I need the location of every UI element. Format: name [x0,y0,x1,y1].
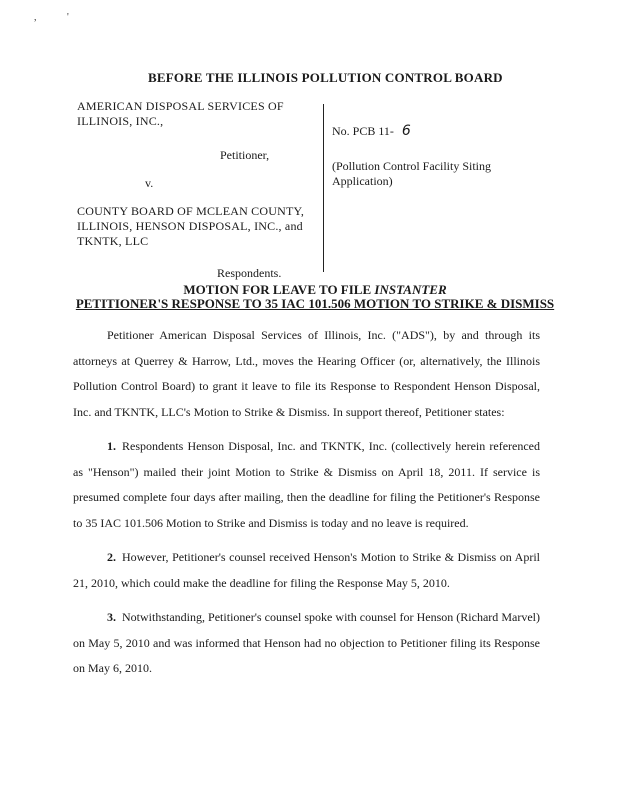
numbered-paragraph-1 [73,434,540,536]
petitioner-role: Petitioner, [220,148,270,162]
paragraph-text: Notwithstanding, Petitioner's counsel spoke with counsel for Henson (Richard Marvel) on May 5, 2010 and was informed that Henson had no objection to Petitioner filing its Response on May 6, 2010. [73,610,540,675]
docket-label: No. PCB 11- [332,124,394,138]
docket-handwritten-number: 6 [401,123,411,139]
application-type: (Pollution Control Facility Siting Application) [332,159,492,188]
numbered-paragraph-3 [73,605,540,682]
versus-label: v. [145,176,154,190]
intro-paragraph: Petitioner American Disposal Services of Illinois, Inc. ("ADS"), by and through its attorneys at Querrey & Harrow, Ltd., moves the Hearing Officer (or, alternatively, the Illinois Pollution Control Board) to grant it leave to file its Response to Respondent Henson Disposal, Inc. and TKNTK, LLC's Motion to Strike & Dismiss. In support thereof, Petitioner states: [73,328,540,419]
case-caption-parties [77,99,322,281]
motion-title-instanter: INSTANTER [374,282,447,297]
respondent-names: COUNTY BOARD OF MCLEAN COUNTY, ILLINOIS, HENSON DISPOSAL, INC., and TKNTK, LLC [77,204,305,248]
caption-divider [323,104,324,272]
paragraph-number: 2. [107,550,116,564]
motion-title-line-1 [70,283,560,297]
docket-number [332,124,522,139]
paragraph-number: 3. [107,610,116,624]
petitioner-name: AMERICAN DISPOSAL SERVICES OF ILLINOIS, INC., [77,99,284,128]
motion-title-text: MOTION FOR LEAVE TO FILE [183,282,372,297]
court-title: BEFORE THE ILLINOIS POLLUTION CONTROL BOARD [148,70,503,85]
stray-marks: , ' [34,12,83,23]
numbered-paragraph-2 [73,545,540,596]
respondent-role: Respondents. [217,266,282,280]
motion-title [70,283,560,311]
case-caption-docket [332,124,522,189]
motion-body [73,323,540,682]
paragraph-text: Respondents Henson Disposal, Inc. and TKNTK, Inc. (collectively herein referenced as "Henson") mailed their joint Motion to Strike & Dismiss on April 18, 2011. If service is presumed complete four days after mailing, then the deadline for filing the Petitioner's Response to 35 IAC 101.506 Motion to Strike and Dismiss is today and no leave is required. [73,439,540,530]
paragraph-number: 1. [107,439,116,453]
paragraph-text: However, Petitioner's counsel received Henson's Motion to Strike & Dismiss on April 21, 2010, which could make the deadline for filing the Response May 5, 2010. [73,550,540,590]
motion-title-line-2: PETITIONER'S RESPONSE TO 35 IAC 101.506 MOTION TO STRIKE & DISMISS [75,296,555,311]
